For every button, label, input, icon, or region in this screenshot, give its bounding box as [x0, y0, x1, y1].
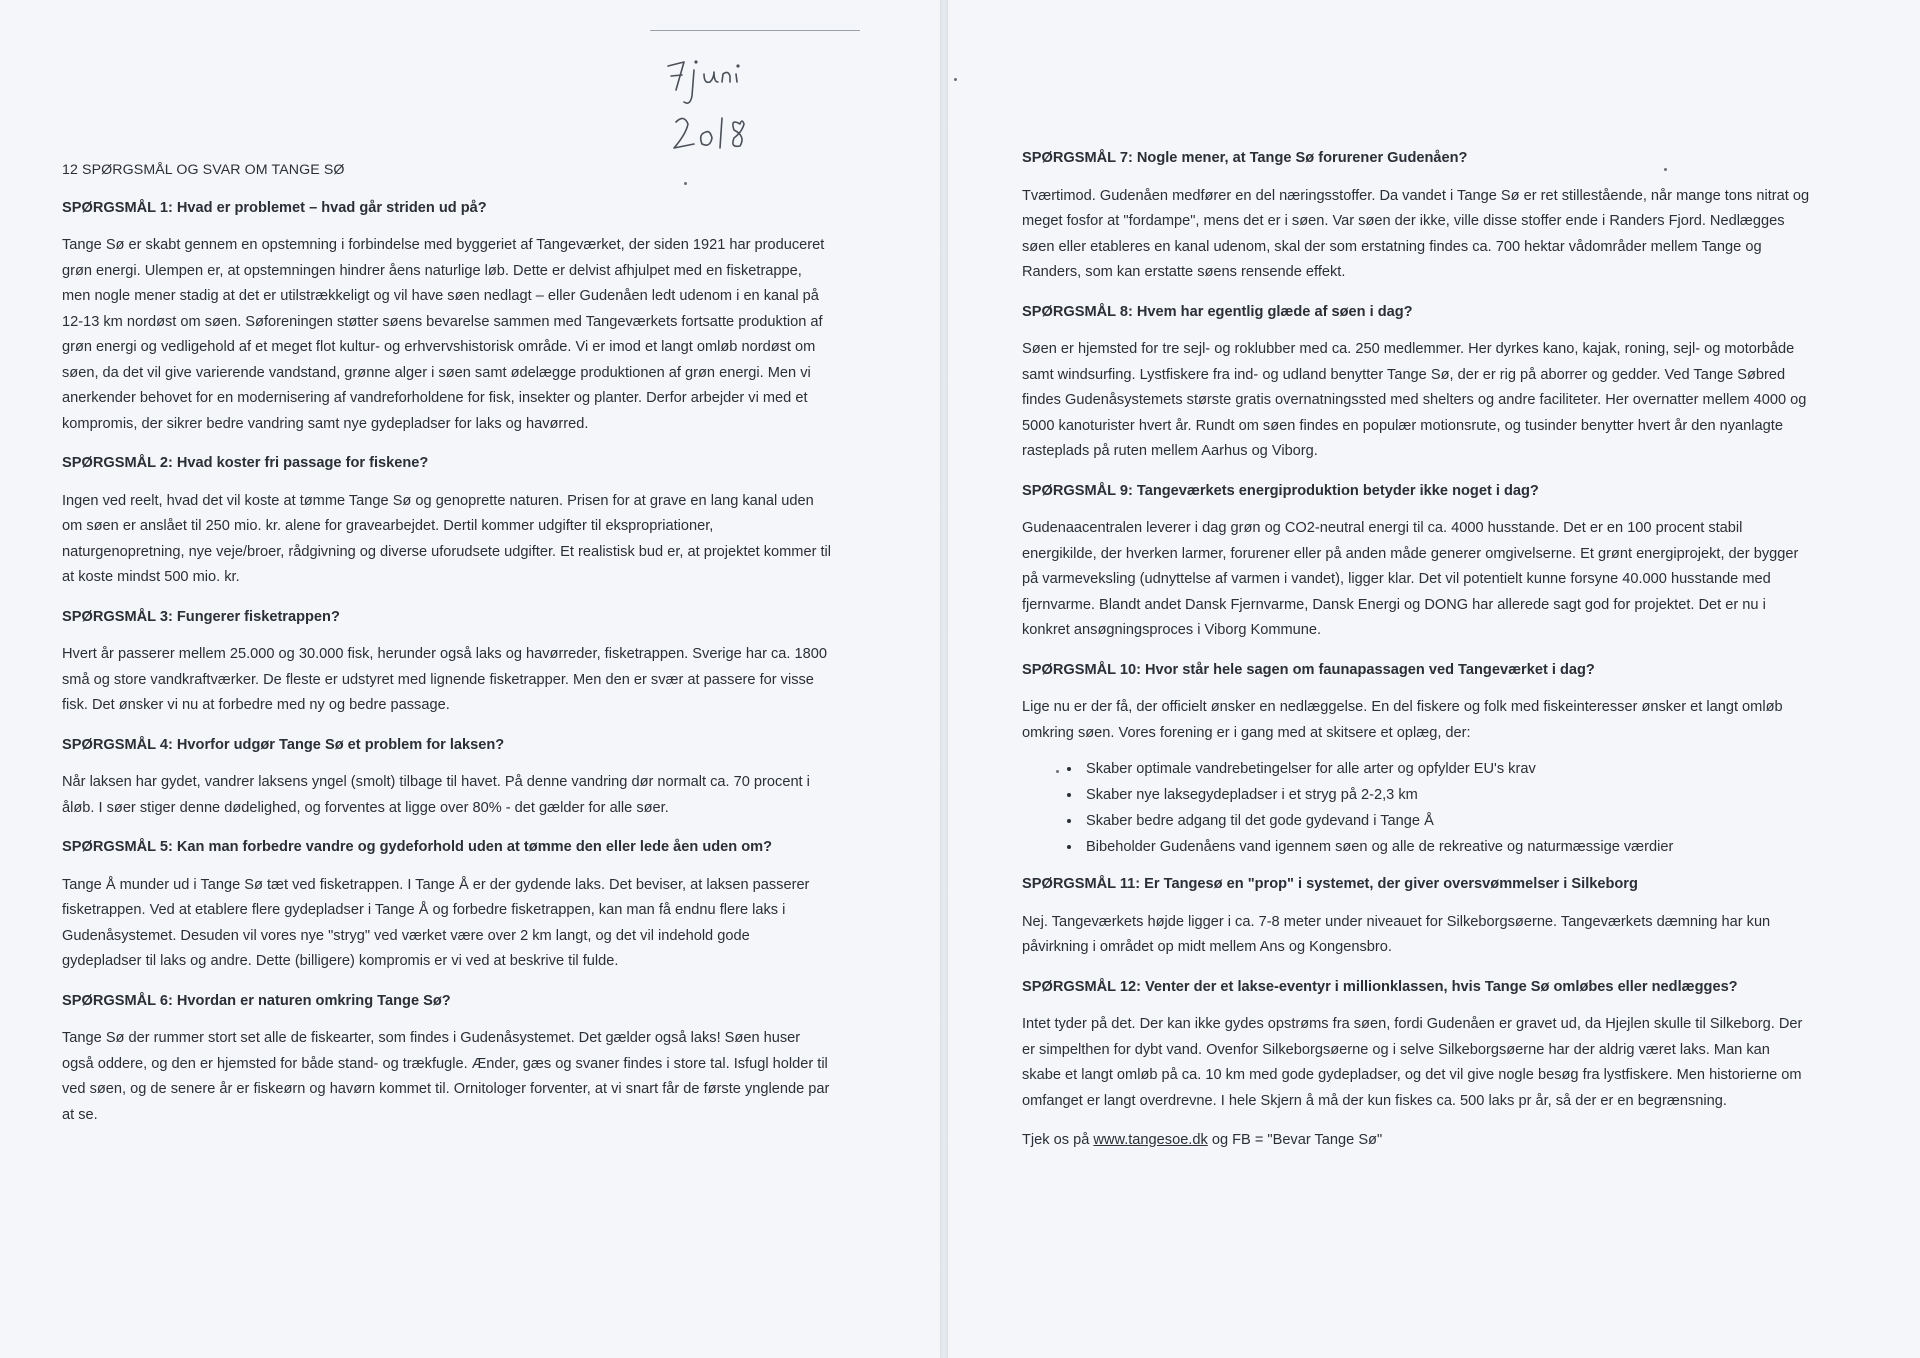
footer-prefix: Tjek os på: [1022, 1132, 1094, 1148]
handwritten-date: [660, 40, 810, 170]
question-heading: SPØRGSMÅL 12: Venter der et lakse-eventyr i millionklassen, hvis Tange Sø omløbes eller nedlægges?: [1022, 978, 1738, 995]
answer-text: Lige nu er der få, der officielt ønsker en nedlæggelse. En del fiskere og folk med fiskeinteresser ønsker et langt omløb omkring søen. Vores forening er i gang med at skitsere et oplæg, der:: [1022, 699, 1783, 741]
answer-text: Tange Sø der rummer stort set alle de fiskearter, som findes i Gudenåsystemet. Det gælder også laks! Søen huser også oddere, og den er hjemsted for både stand- og trækfugle. Ænder, gæs og svaner findes i store tal. Isfugl holder til ved søen, og de senere år er fiskeørn og havørn kommet til. Ornitologer forventer, at vi snart får de første ynglende par at se.: [62, 1030, 830, 1123]
question-heading: SPØRGSMÅL 7: Nogle mener, at Tange Sø forurener Gudenåen?: [1022, 150, 1468, 166]
footer-suffix: og FB = "Bevar Tange Sø": [1207, 1132, 1383, 1148]
page-gutter: [940, 0, 948, 1358]
footer-line: [1022, 1128, 1812, 1154]
top-rule: [650, 30, 860, 31]
website-link[interactable]: www.tangesoe.dk: [1093, 1132, 1208, 1148]
question-heading: SPØRGSMÅL 5: Kan man forbedre vandre og gydeforhold uden at tømme den eller lede åen uden om?: [62, 839, 773, 855]
handwritten-date-drawing: [660, 40, 810, 170]
question-heading: SPØRGSMÅL 4: Hvorfor udgør Tange Sø et problem for laksen?: [62, 736, 505, 753]
left-column: [62, 158, 832, 1142]
answer-text: Når laksen har gydet, vandrer laksens yngel (smolt) tilbage til havet. På denne vandring dør normalt ca. 70 procent i åløb. I søer stiger denne dødelighed, og forventes at ligge over 80% - det gælder for alle søer.: [62, 774, 810, 816]
bullet-item: • Skaber nye laksegydepladser i et stryg på 2-2,3 km: [1082, 782, 1812, 808]
question-heading: SPØRGSMÅL 2: Hvad koster fri passage for fiskene?: [62, 455, 429, 471]
question-heading: SPØRGSMÅL 6: Hvordan er naturen omkring Tange Sø?: [62, 992, 451, 1009]
answer-text: Tange Sø er skabt gennem en opstemning i forbindelse med byggeriet af Tangeværket, der siden 1921 har produceret grøn energi. Ulempen er, at opstemningen hindrer åens naturlige løb. Dette er delvist afhjulpet med en fisketrappe, men nogle mener stadig at det er utilstrækkeligt og vil have søen nedlagt – eller Gudenåen ledt udenom i en kanal på 12-13 km nordøst om søen. Søforeningen støtter søens bevarelse sammen med Tangeværkets fortsatte produktion af grøn energi og vedligehold af et meget flot kultur- og erhvervshistorisk område. Vi er imod et langt omløb nordøst om søen, da det vil give varierende vandstand, grønne alger i søen samt ødelægge produktionen af grøn energi. Men vi anerkender behovet for en modernisering af vandreforholdene for fisk, insekter og planter. Derfor arbejder vi med et kompromis, der sikrer bedre vandring samt nye gydepladser for laks og havørred.: [62, 237, 825, 432]
answer-text: Ingen ved reelt, hvad det vil koste at tømme Tange Sø og genoprette naturen. Prisen for at grave en lang kanal uden om søen er anslået til 250 mio. kr. alene for gravearbejdet. Dertil kommer udgifter til ekspropriationer, naturgenopretning, nye veje/broer, rådgivning og diverse uforudsete udgifter. Et realistisk bud er, at projektet kommer til at koste mindst 500 mio. kr.: [62, 492, 832, 585]
answer-text: Søen er hjemsted for tre sejl- og roklubber med ca. 250 medlemmer. Her dyrkes kano, kajak, roning, sejl- og motorbåde samt windsurfing. Lystfiskere fra ind- og udland benytter Tange Sø, der er rig på aborrer og gedder. Ved Tange Søbred findes Gudenåsystemets største gratis overnatningssted med shelters og andre faciliteter. Her overnatter mellem 4000 og 5000 kanoturister hvert år. Rundt om søen findes en populær motionsrute, og tusinder benytter hvert år den nyanlagte rasteplads på ruten mellem Aarhus og Viborg.: [1022, 341, 1807, 459]
question-heading: SPØRGSMÅL 10: Hvor står hele sagen om faunapassagen ved Tangeværket i dag?: [1022, 661, 1595, 678]
bullet-item: • Skaber bedre adgang til det gode gydevand i Tange Å: [1082, 808, 1812, 834]
answer-text: Tange Å munder ud i Tange Sø tæt ved fisketrappen. I Tange Å er der gydende laks. Det beviser, at laksen passerer fisketrappen. Ved at etablere flere gydepladser i Tange Å og forbedre fisketrappen, kan man få endnu flere laks i Gudenåsystemet. Desuden vil vores nye "stryg" ved værket være over 2 km langt, og det vil indehold gode gydepladser til laks og andre. Dette (billigere) kompromis er vi ved at beskrive til fulde.: [62, 876, 810, 969]
question-heading: SPØRGSMÅL 11: Er Tangesø en "prop" i systemet, der giver oversvømmelser i Silkeborg: [1022, 876, 1638, 892]
answer-text: Gudenaacentralen leverer i dag grøn og CO2-neutral energi til ca. 4000 husstande. Det er en 100 procent stabil energikilde, der hverken larmer, forurener eller på anden måde generer omgivelserne. Et grønt energiprojekt, der bygger på varmeveksling (udnyttelse af varmen i vandet), ligger klar. Det vil potentielt kunne forsyne 40.000 husstande med fjernvarme. Blandt andet Dansk Fjernvarme, Dansk Energi og DONG har allerede sagt god for projektet. Det er nu i konkret ansøgningsproces i Viborg Kommune.: [1022, 520, 1799, 638]
answer-text: Nej. Tangeværkets højde ligger i ca. 7-8 meter under niveauet for Silkeborgsøerne. Tangeværkets dæmning har kun påvirkning i området op midt mellem Ans og Kongensbro.: [1022, 913, 1771, 955]
bullet-item: • Skaber optimale vandrebetingelser for alle arter og opfylder EU's krav: [1082, 756, 1812, 782]
question-heading: SPØRGSMÅL 9: Tangeværkets energiproduktion betyder ikke noget i dag?: [1022, 482, 1539, 499]
question-heading: SPØRGSMÅL 8: Hvem har egentlig glæde af søen i dag?: [1022, 303, 1413, 320]
document-title: 12 SPØRGSMÅL OG SVAR OM TANGE SØ: [62, 162, 345, 178]
answer-text: Hvert år passerer mellem 25.000 og 30.000 fisk, herunder også laks og havørreder, fisketrappen. Sverige har ca. 1800 små og store vandkraftværker. De fleste er udstyret med lignende fisketrapper. Men den er svær at passere for visse fisk. Det ønsker vi nu at forbedre med ny og bedre passage.: [62, 646, 827, 713]
right-column: [1022, 146, 1812, 1168]
answer-text: Tværtimod. Gudenåen medfører en del næringsstoffer. Da vandet i Tange Sø er ret stillestående, når mange tons nitrat og meget fosfor at "fordampe", mens det er i søen. Var søen der ikke, ville disse stoffer ende i Randers Fjord. Nedlægges søen eller etableres en kanal udenom, skal der som erstatning findes ca. 700 hektar vådområder mellem Tange og Randers, som kan erstatte søens rensende effekt.: [1022, 187, 1810, 280]
bullet-list: [1022, 756, 1812, 860]
question-heading: SPØRGSMÅL 3: Fungerer fisketrappen?: [62, 608, 340, 625]
question-heading: SPØRGSMÅL 1: Hvad er problemet – hvad går striden ud på?: [62, 199, 487, 216]
answer-text: Intet tyder på det. Der kan ikke gydes opstrøms fra søen, fordi Gudenåen er gravet ud, da Hjejlen skulle til Silkeborg. Der er simpelthen for dybt vand. Ovenfor Silkeborgsøerne og i selve Silkeborgsøerne har der aldrig været laks. Man kan skabe et langt omløb på ca. 10 km med gode gydepladser, og det vil give nogle besøg fra lystfiskere. Men historierne om omfanget er langt overdrevne. I hele Skjern å må der kun fiskes ca. 500 laks pr år, så der er en begrænsning.: [1022, 1016, 1803, 1109]
bullet-item: • Bibeholder Gudenåens vand igennem søen og alle de rekreative og naturmæssige værdier: [1082, 834, 1812, 860]
speck: [954, 78, 957, 81]
